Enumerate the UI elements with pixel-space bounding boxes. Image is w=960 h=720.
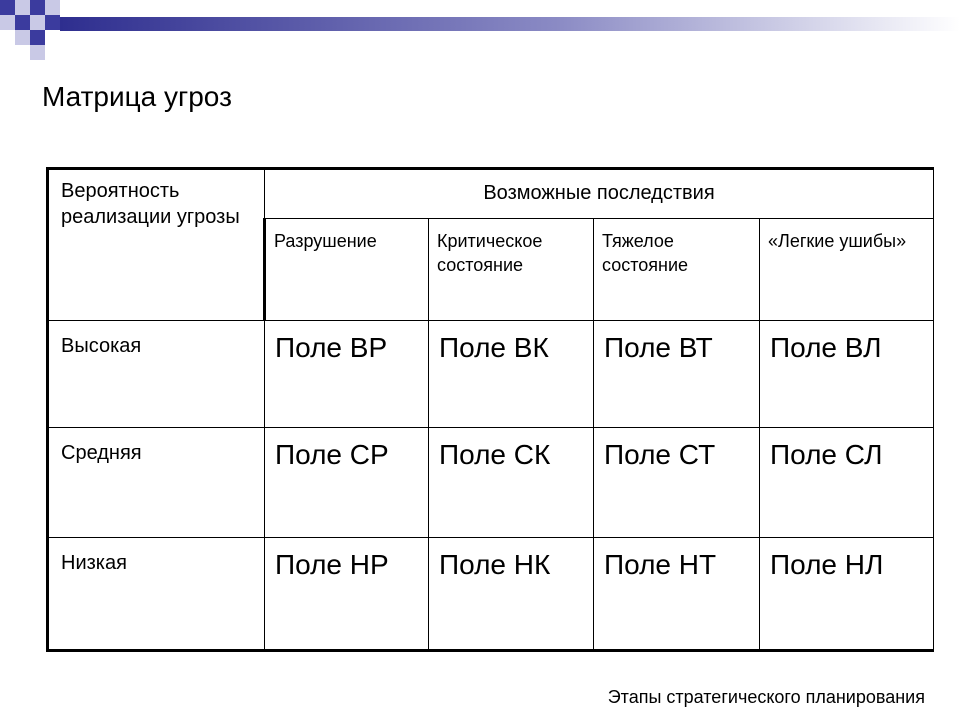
header-decoration xyxy=(0,0,960,60)
matrix-cell xyxy=(429,428,594,538)
column-header-label: Тяжелое состояние xyxy=(602,231,689,275)
row-label-cell xyxy=(48,321,265,428)
column-header xyxy=(594,219,760,321)
corner-label: Вероятность реализации угрозы xyxy=(61,180,240,228)
matrix-cell-label: Поле СК xyxy=(439,439,551,470)
consequences-header-cell xyxy=(265,169,934,219)
column-header-label: Разрушение xyxy=(274,231,377,251)
matrix-cell-label: Поле СЛ xyxy=(770,439,883,470)
row-label: Низкая xyxy=(61,552,127,574)
matrix-cell-label: Поле ВР xyxy=(275,332,388,363)
table-row xyxy=(48,538,934,651)
matrix-cell xyxy=(265,428,429,538)
matrix-cell xyxy=(594,538,760,651)
consequences-header: Возможные последствия xyxy=(483,182,715,204)
checkered-logo-icon xyxy=(0,0,960,60)
matrix-cell xyxy=(760,538,934,651)
row-label-cell xyxy=(48,428,265,538)
matrix-cell-label: Поле НК xyxy=(439,549,551,580)
matrix-cell-label: Поле НТ xyxy=(604,549,717,580)
matrix-cell xyxy=(760,428,934,538)
matrix-cell xyxy=(429,321,594,428)
matrix-cell xyxy=(594,428,760,538)
matrix-cell-label: Поле НР xyxy=(275,549,389,580)
column-header xyxy=(265,219,429,321)
matrix-cell xyxy=(265,538,429,651)
table-row xyxy=(48,428,934,538)
matrix-cell-label: Поле ВТ xyxy=(604,332,713,363)
column-header xyxy=(760,219,934,321)
row-label: Высокая xyxy=(61,335,142,357)
row-label-cell xyxy=(48,538,265,651)
matrix-cell xyxy=(594,321,760,428)
matrix-cell xyxy=(429,538,594,651)
column-header xyxy=(429,219,594,321)
matrix-cell-label: Поле ВК xyxy=(439,332,549,363)
slide-footer: Этапы стратегического планирования xyxy=(607,687,925,707)
matrix-cell-label: Поле НЛ xyxy=(770,549,884,580)
matrix-cell-label: Поле СР xyxy=(275,439,389,470)
column-header-label: Критическое состояние xyxy=(437,231,543,275)
column-header-label: «Легкие ушибы» xyxy=(768,231,907,251)
matrix-cell-label: Поле ВЛ xyxy=(770,332,882,363)
corner-header-cell xyxy=(48,169,265,321)
table-row xyxy=(48,321,934,428)
threat-matrix-table xyxy=(46,167,934,652)
matrix-cell xyxy=(760,321,934,428)
row-label: Средняя xyxy=(61,442,142,464)
matrix-cell-label: Поле СТ xyxy=(604,439,716,470)
slide-title: Матрица угроз xyxy=(42,81,232,112)
matrix-cell xyxy=(265,321,429,428)
